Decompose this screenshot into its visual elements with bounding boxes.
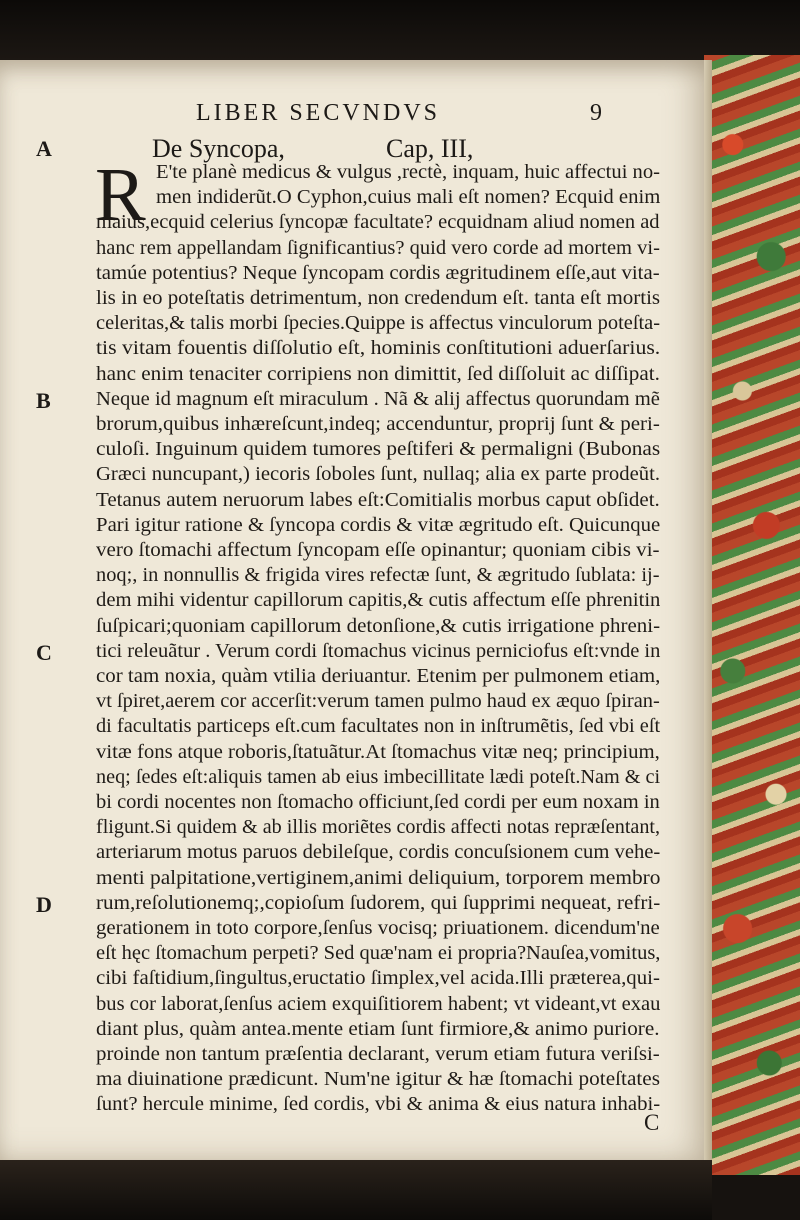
margin-marker-c: C: [36, 640, 52, 665]
text-line: hanc enim tenaciter corripiens non dimittit, ſed diſſoluit ac diſſipat.: [96, 362, 660, 385]
text-line: bi cordi nocentes non ſtomacho officiunt,ſed cordi per eum noxam in: [96, 791, 660, 813]
page-number: 9: [590, 100, 602, 126]
chapter-title: De Syncopa,: [152, 134, 285, 163]
text-line: rum,reſolutionemq;,copioſum ſudorem, qui ſupprimi nequeat, refri-: [96, 891, 661, 914]
text-line: noq;, in nonnullis & frigida vires refectæ ſunt, & ægritudo ſublata: ij-: [96, 564, 660, 587]
text-line: Græci nuncupant,) iecoris ſoboles ſunt, nullaq; alia ex parte prodeũt.: [96, 463, 661, 486]
text-line: neq; ſedes eſt:aliquis tamen ab eius imbecillitate lædi poteſt.Nam & ci: [96, 765, 661, 788]
text-line: gerationem in toto corpore,ſenſus vocisq; priuationem. dicendum'ne: [96, 917, 660, 939]
text-line: maius,ecquid celerius ſyncopæ facultate? ecquidnam aliud nomen ad: [96, 211, 660, 234]
text-line: cor tam noxia, quàm vtilia deriuantur. Etenim per pulmonem etiam,: [96, 665, 661, 687]
text-line: Tetanus autem neruorum labes eſt:Comitialis morbus caput obſidet.: [96, 488, 660, 511]
text-line: arteriarum motus paruos debileſque, cordis concuſsionem cum vehe-: [96, 841, 661, 864]
text-line: ſuſpicari;quoniam capillorum detonſione,& cutis irrigatione phreni-: [96, 614, 661, 637]
text-line: dem mihi videntur capillorum capitis,& cutis affectum eſſe phrenitin: [96, 589, 661, 612]
text-line: tis vitam fouentis diſſolutio eſt, hominis conſtitutioni aduerſarius.: [96, 337, 661, 360]
bottom-shadow: [0, 1160, 712, 1220]
text-line: Pari igitur ratione & ſyncopa cordis & vitæ ægritudo eſt. Quicunque: [96, 513, 661, 536]
text-line: bus cor laborat,ſenſus aciem exquiſitiorem habent; vt videant,vt exau: [96, 992, 661, 1015]
text-line: men indiderũt.O Cyphon,cuius mali eſt nomen? Ecquid enim: [156, 186, 661, 209]
text-line: brorum,quibus inhæreſcunt,indeq; accenduntur, proprij ſunt & peri-: [96, 413, 660, 435]
text-line: cibi faſtidium,ſingultus,eructatio ſimplex,vel acida.Illi præterea,qui-: [96, 967, 660, 990]
text-line: menti palpitatione,vertiginem,animi deliquium, torporem membro: [96, 866, 661, 889]
text-line: vt ſpiret,aerem cor accerſit:verum tamen pulmo haud ex æquo ſpiran-: [96, 690, 660, 713]
text-line: ma diuinatione prædicunt. Num'ne igitur & hæ ſtomachi poteſtates: [96, 1068, 661, 1091]
top-shadow: [0, 0, 800, 60]
text-line: celeritas,& talis morbi ſpecies.Quippe is affectus vinculorum poteſta-: [96, 312, 661, 335]
margin-marker-b: B: [36, 388, 51, 413]
text-line: di facultatis particeps eſt.cum facultates non in inſtrumẽtis, ſed vbi eſt: [96, 715, 661, 738]
margin-marker-a: A: [36, 136, 52, 161]
text-line: eſt hęc ſtomachum perpeti? Sed quæ'nam ei propria?Nauſea,vomitus,: [96, 942, 661, 965]
text-line: lis in eo poteſtatis detrimentum, non credendum eſt. tanta eſt mortis: [96, 287, 661, 309]
text-line: vero ſtomachi affectum ſyncopam eſſe opinantur; quoniam cibis vi-: [96, 539, 660, 561]
text-line: ſunt? hercule minime, ſed cordis, vbi & anima & eius natura inhabi-: [96, 1093, 661, 1116]
catchword: C: [644, 1110, 660, 1135]
text-line: tamúe potentius? Neque ſyncopam cordis ægritudinem eſſe,aut vita-: [96, 261, 660, 284]
text-line: Neque id magnum eſt miraculum . Nã & alij affectus quorundam mẽ: [96, 387, 660, 410]
text-line: proinde non tantum præſentia declarant, verum etiam futura veriſsi-: [96, 1043, 660, 1065]
margin-marker-d: D: [36, 892, 52, 917]
marbled-endpaper: [704, 55, 800, 1175]
text-line: diant plus, quàm antea.mente etiam ſunt firmiore,& animo puriore.: [96, 1017, 660, 1040]
text-line: tici releuãtur . Verum cordi ſtomachus vicinus perniciofus eſt:vnde in: [96, 639, 661, 662]
text-line: hanc rem appellandam ſignificantius? quid vero corde ad mortem vi-: [96, 236, 660, 259]
running-title: LIBER SECVNDVS: [196, 100, 441, 126]
text-line: culoſi. Inguinum quidem tumores peſtiferi & permaligni (Bubonas: [96, 438, 661, 461]
running-header: [0, 100, 712, 130]
text-line: vitæ fons atque roboris,ſtatuãtur.At ſtomachus vitæ neq; principium,: [96, 740, 660, 763]
text-line: E'te planè medicus & vulgus ,rectè, inquam, huic affectui no-: [156, 161, 660, 183]
text-line: fligunt.Si quidem & ab illis moriẽtes cordis affecti notas repræſentant,: [96, 816, 661, 839]
page-edge: [704, 60, 712, 1160]
drop-cap-initial: R: [95, 153, 146, 237]
chapter-label: Cap, III,: [386, 134, 474, 163]
